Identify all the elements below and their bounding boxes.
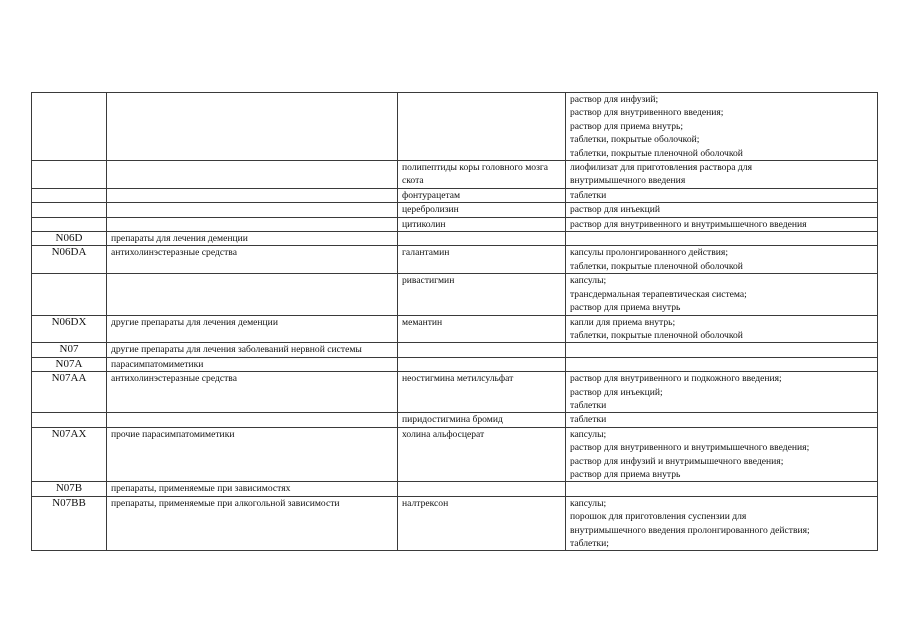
drug-name-cell: мемантин bbox=[398, 315, 566, 343]
anatomical-group-cell: прочие парасимпатомиметики bbox=[107, 427, 398, 482]
dosage-form-line: порошок для приготовления суспензии для bbox=[570, 511, 747, 523]
dosage-form-line: таблетки, покрытые пленочной оболочкой bbox=[570, 329, 743, 341]
atc-code-cell bbox=[32, 161, 107, 189]
table-row bbox=[32, 496, 878, 551]
dosage-form-line: таблетки, покрытые пленочной оболочкой bbox=[570, 260, 743, 272]
table-row bbox=[32, 232, 878, 246]
drug-name-cell: налтрексон bbox=[398, 496, 566, 551]
dosage-form-line: таблетки, покрытые оболочкой; bbox=[570, 134, 700, 146]
table-row bbox=[32, 93, 878, 161]
atc-code-cell: N07BB bbox=[32, 496, 107, 551]
dosage-form-line: раствор для внутривенного и подкожного введения; bbox=[570, 373, 782, 385]
dosage-forms-cell bbox=[566, 232, 878, 246]
dosage-form-line: внутримышечного введения пролонгированного действия; bbox=[570, 524, 810, 536]
dosage-form-line: капсулы пролонгированного действия; bbox=[570, 247, 728, 259]
dosage-forms-cell bbox=[566, 372, 878, 413]
anatomical-group-cell: парасимпатомиметики bbox=[107, 357, 398, 371]
drug-name-cell bbox=[398, 343, 566, 357]
table-row bbox=[32, 482, 878, 496]
anatomical-group-cell: препараты, применяемые при зависимостях bbox=[107, 482, 398, 496]
dosage-form-line: раствор для внутривенного и внутримышечного введения; bbox=[570, 442, 810, 454]
dosage-form-line: раствор для приема внутрь bbox=[570, 302, 681, 314]
dosage-form-line: трансдермальная терапевтическая система; bbox=[570, 288, 747, 300]
drug-name-cell: неостигмина метилсульфат bbox=[398, 372, 566, 413]
dosage-form-line: таблетки, покрытые пленочной оболочкой bbox=[570, 147, 743, 159]
table-row bbox=[32, 413, 878, 427]
dosage-form-line: капсулы; bbox=[570, 275, 607, 287]
dosage-form-line: раствор для приема внутрь bbox=[570, 468, 681, 480]
dosage-forms-cell bbox=[566, 496, 878, 551]
drug-name-cell bbox=[398, 482, 566, 496]
dosage-form-line: раствор для внутривенного и внутримышечного введения bbox=[570, 218, 807, 230]
dosage-form-line: раствор для инфузий и внутримышечного введения; bbox=[570, 455, 784, 467]
dosage-forms-cell bbox=[566, 357, 878, 371]
drug-name-cell bbox=[398, 232, 566, 246]
dosage-form-line: таблетки; bbox=[570, 538, 609, 549]
dosage-form-line: раствор для приема внутрь; bbox=[570, 120, 684, 132]
atc-code-cell bbox=[32, 203, 107, 217]
dosage-form-line: раствор для инъекций bbox=[570, 204, 660, 216]
anatomical-group-cell: другие препараты для лечения деменции bbox=[107, 315, 398, 343]
anatomical-group-cell bbox=[107, 274, 398, 315]
table-row bbox=[32, 161, 878, 189]
atc-code-cell: N06DA bbox=[32, 246, 107, 274]
dosage-form-line: раствор для внутривенного введения; bbox=[570, 107, 724, 119]
anatomical-group-cell bbox=[107, 203, 398, 217]
dosage-form-line: раствор для инфузий; bbox=[570, 94, 659, 105]
atc-code-cell bbox=[32, 217, 107, 231]
drug-classification-table bbox=[31, 92, 878, 551]
atc-code-cell: N07B bbox=[32, 482, 107, 496]
drug-name-cell: галантамин bbox=[398, 246, 566, 274]
dosage-forms-cell bbox=[566, 274, 878, 315]
table-row bbox=[32, 274, 878, 315]
dosage-form-line: таблетки bbox=[570, 189, 607, 201]
table-body bbox=[32, 93, 878, 551]
anatomical-group-cell bbox=[107, 217, 398, 231]
dosage-forms-cell bbox=[566, 93, 878, 161]
drug-name-cell: церебролизин bbox=[398, 203, 566, 217]
table-row bbox=[32, 343, 878, 357]
drug-name-cell bbox=[398, 357, 566, 371]
atc-code-cell bbox=[32, 188, 107, 202]
dosage-form-line: капсулы; bbox=[570, 428, 607, 440]
drug-name-cell: полипептиды коры головного мозга скота bbox=[398, 161, 566, 189]
dosage-forms-cell bbox=[566, 161, 878, 189]
dosage-form-line: лиофилизат для приготовления раствора для bbox=[570, 162, 752, 174]
dosage-forms-cell bbox=[566, 343, 878, 357]
anatomical-group-cell: антихолинэстеразные средства bbox=[107, 246, 398, 274]
atc-code-cell: N07AA bbox=[32, 372, 107, 413]
table-row bbox=[32, 217, 878, 231]
anatomical-group-cell bbox=[107, 188, 398, 202]
table-row bbox=[32, 203, 878, 217]
dosage-form-line: внутримышечного введения bbox=[570, 175, 686, 187]
anatomical-group-cell: другие препараты для лечения заболеваний нервной системы bbox=[107, 343, 398, 357]
dosage-form-line: капли для приема внутрь; bbox=[570, 316, 676, 328]
table-row bbox=[32, 357, 878, 371]
atc-code-cell bbox=[32, 413, 107, 427]
atc-code-cell: N07 bbox=[32, 343, 107, 357]
table-row bbox=[32, 315, 878, 343]
dosage-forms-cell bbox=[566, 482, 878, 496]
atc-code-cell bbox=[32, 274, 107, 315]
anatomical-group-cell: препараты, применяемые при алкогольной зависимости bbox=[107, 496, 398, 551]
dosage-forms-cell bbox=[566, 203, 878, 217]
dosage-forms-cell bbox=[566, 188, 878, 202]
dosage-form-line: капсулы; bbox=[570, 497, 607, 509]
dosage-forms-cell bbox=[566, 413, 878, 427]
anatomical-group-cell bbox=[107, 413, 398, 427]
table-row bbox=[32, 427, 878, 482]
table-row bbox=[32, 372, 878, 413]
drug-name-cell: ривастигмин bbox=[398, 274, 566, 315]
drug-name-cell: пиридостигмина бромид bbox=[398, 413, 566, 427]
dosage-form-line: таблетки bbox=[570, 399, 607, 411]
drug-name-cell: цитиколин bbox=[398, 217, 566, 231]
dosage-forms-cell bbox=[566, 217, 878, 231]
dosage-forms-cell bbox=[566, 315, 878, 343]
drug-name-cell: фонтурацетам bbox=[398, 188, 566, 202]
atc-code-cell: N07AX bbox=[32, 427, 107, 482]
dosage-forms-cell bbox=[566, 246, 878, 274]
dosage-form-line: раствор для инъекций; bbox=[570, 386, 663, 398]
table-row bbox=[32, 246, 878, 274]
atc-code-cell: N06D bbox=[32, 232, 107, 246]
dosage-forms-cell bbox=[566, 427, 878, 482]
drug-name-cell: холина альфосцерат bbox=[398, 427, 566, 482]
atc-code-cell: N07A bbox=[32, 357, 107, 371]
anatomical-group-cell bbox=[107, 161, 398, 189]
anatomical-group-cell: препараты для лечения деменции bbox=[107, 232, 398, 246]
atc-code-cell bbox=[32, 93, 107, 161]
drug-name-cell bbox=[398, 93, 566, 161]
anatomical-group-cell: антихолинэстеразные средства bbox=[107, 372, 398, 413]
dosage-form-line: таблетки bbox=[570, 414, 607, 426]
anatomical-group-cell bbox=[107, 93, 398, 161]
table-row bbox=[32, 188, 878, 202]
atc-code-cell: N06DX bbox=[32, 315, 107, 343]
